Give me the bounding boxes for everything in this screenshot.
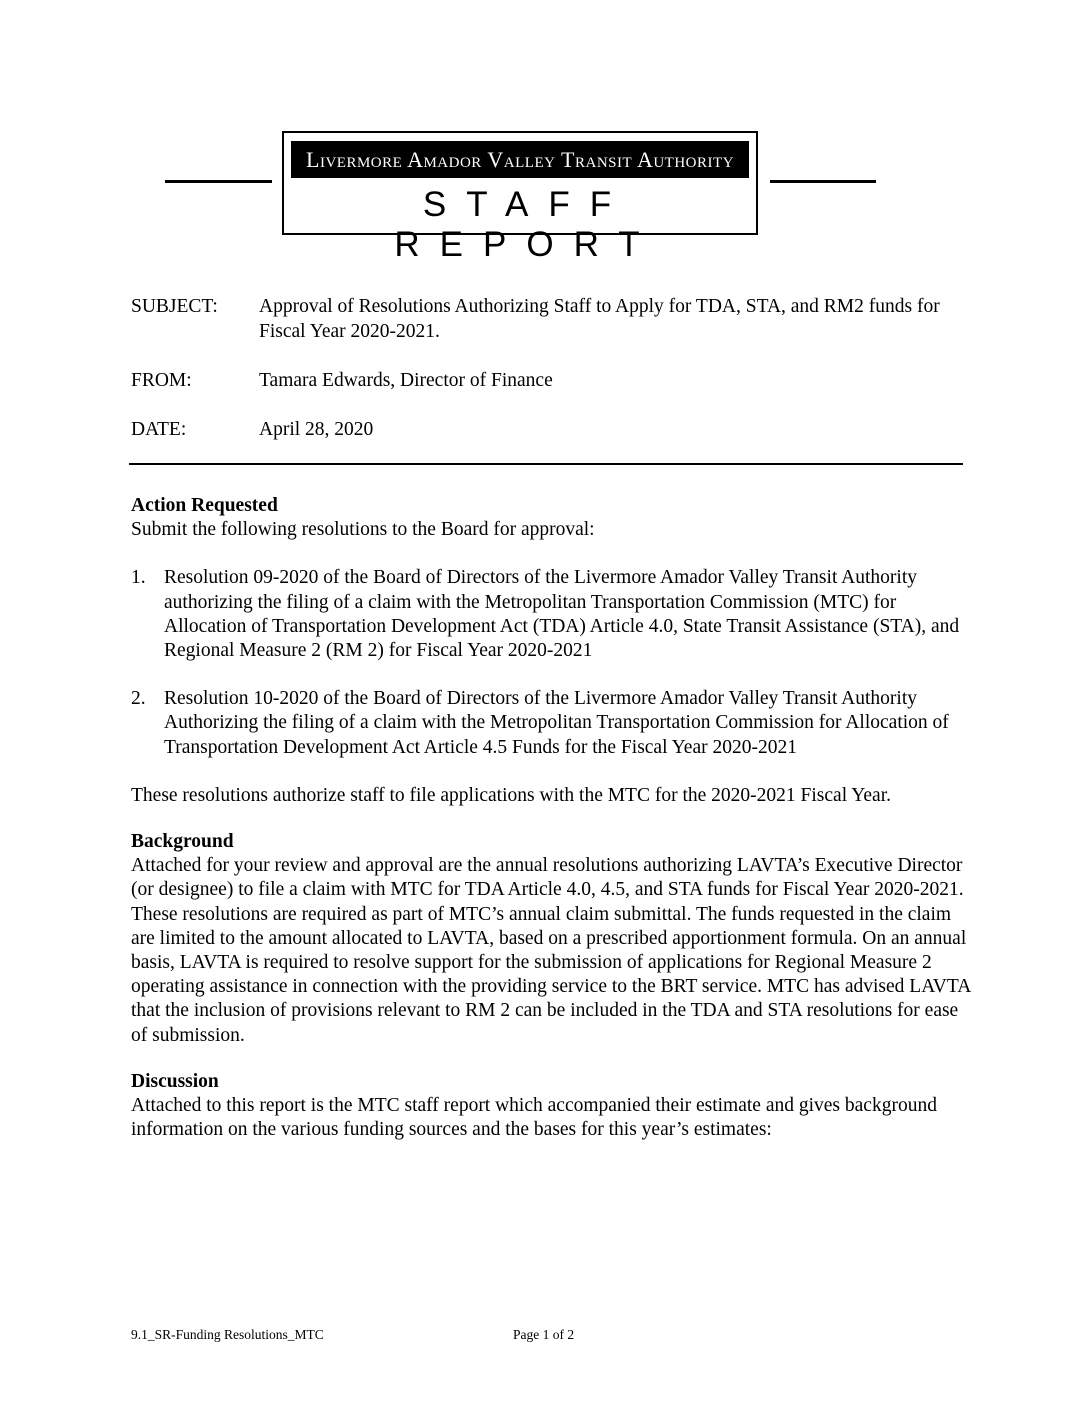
list-item-number: 1.: [131, 567, 146, 589]
list-item-text: Resolution 09-2020 of the Board of Directors of the Livermore Amador Valley Transit Authority authorizing the filing of a claim with the Metropolitan Transportation Commission (MTC) for Allocation of Transportation Development Act (TDA) Article 4.0, State Transit Assistance (STA), and Regional Measure 2 (RM 2) for Fiscal Year 2020-2021: [164, 567, 960, 662]
list-item: [131, 566, 971, 663]
background-section: [131, 830, 971, 1048]
letterhead-box: [282, 131, 758, 264]
footer-page-number: Page 1 of 2: [513, 1327, 575, 1342]
background-heading: Background: [131, 831, 234, 853]
action-requested-section: [131, 494, 971, 808]
action-requested-closing: These resolutions authorize staff to file applications with the MTC for the 2020-2021 Fiscal Year.: [131, 784, 891, 806]
letterhead-rule-right: [770, 180, 876, 183]
footer-filename: 9.1_SR-Funding Resolutions_MTC: [131, 1327, 324, 1342]
letterhead-rule-left: [165, 180, 272, 183]
discussion-heading: Discussion: [131, 1070, 219, 1092]
subject-label: SUBJECT:: [131, 296, 218, 317]
date-label: DATE:: [131, 419, 187, 440]
list-item-text: Resolution 10-2020 of the Board of Directors of the Livermore Amador Valley Transit Authority Authorizing the filing of a claim with the Metropolitan Transportation Commission for Allocation of Transportation Development Act Article 4.5 Funds for the Fiscal Year 2020-2021: [164, 688, 949, 758]
from-value: Tamara Edwards, Director of Finance: [259, 370, 553, 391]
from-label: FROM:: [131, 370, 192, 391]
list-item: [131, 687, 971, 760]
report-title: STAFF REPORT: [394, 185, 660, 264]
list-item-number: 2.: [131, 688, 146, 710]
header-divider: [129, 463, 963, 465]
action-requested-heading: Action Requested: [131, 495, 278, 516]
discussion-text: Attached to this report is the MTC staff report which accompanied their estimate and gives background information on the various funding sources and the bases for this year’s estimates:: [131, 1095, 937, 1141]
action-requested-intro: Submit the following resolutions to the Board for approval:: [131, 519, 595, 541]
date-value: April 28, 2020: [259, 419, 374, 440]
organization-name: Livermore Amador Valley Transit Authority: [291, 141, 749, 178]
background-text: Attached for your review and approval are the annual resolutions authorizing LAVTA’s Executive Director (or designee) to file a claim with MTC for TDA Article 4.0, 4.5, and STA funds for Fiscal Year 2020-2021. These resolutions are required as part of MTC’s annual claim submittal. The funds requested in the claim are limited to the amount allocated to LAVTA, based on a prescribed apportionment formula. On an annual basis, LAVTA is required to resolve support for the submission of applications for Regional Measure 2 operating assistance in connection with the providing service to the BRT service. MTC has advised LAVTA that the inclusion of provisions relevant to RM 2 can be included in the TDA and STA resolutions for ease of submission.: [131, 855, 971, 1046]
resolutions-list: [131, 566, 971, 759]
subject-value: Approval of Resolutions Authorizing Staff to Apply for TDA, STA, and RM2 funds for Fiscal Year 2020-2021.: [259, 296, 940, 342]
discussion-section: [131, 1070, 971, 1143]
report-body: [131, 494, 971, 1142]
